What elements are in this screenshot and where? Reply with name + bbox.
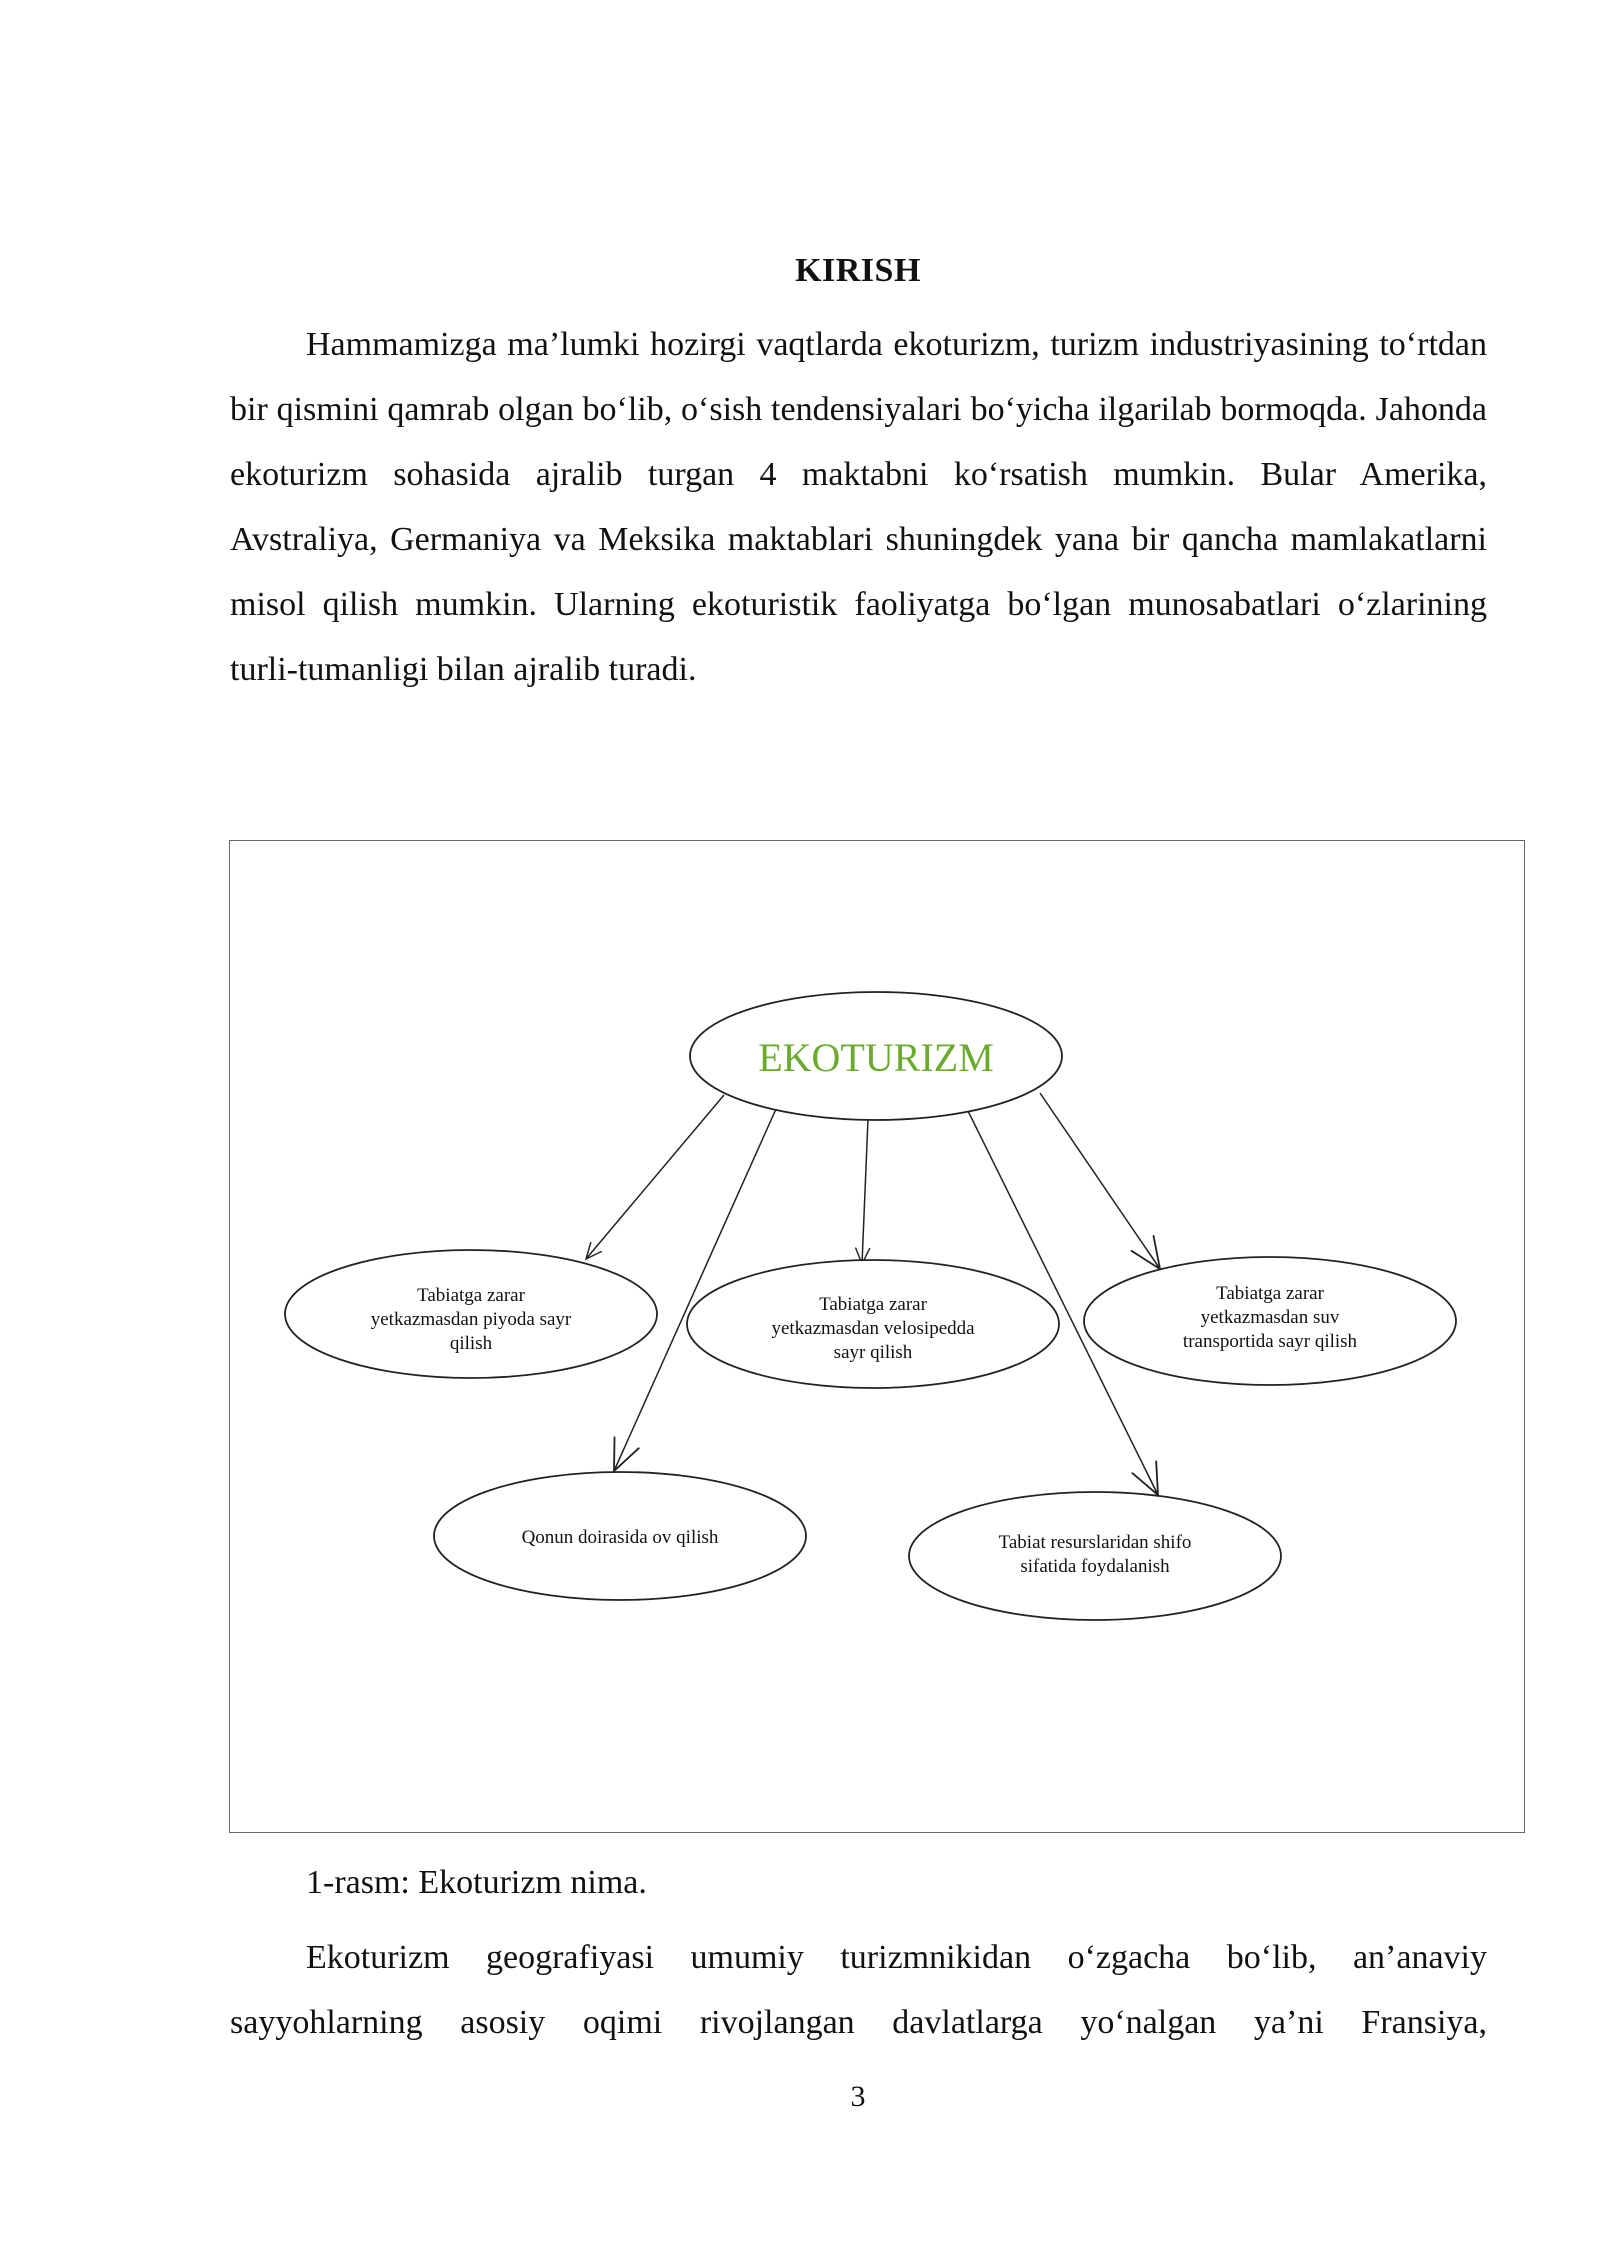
section-heading: KIRISH xyxy=(795,252,921,289)
node-water-line1: Tabiatga zarar xyxy=(1216,1283,1324,1304)
edge-root-bike xyxy=(862,1119,868,1264)
node-hunt xyxy=(434,1472,806,1600)
node-hunt-line1: Qonun doirasida ov qilish xyxy=(521,1527,719,1548)
node-bike-line2: yetkazmasdan velosipedda xyxy=(771,1318,975,1339)
edge-root-walk xyxy=(586,1095,724,1259)
edge-root-water xyxy=(1040,1093,1160,1269)
body-paragraph: Ekoturizm geografiyasi umumiy turizmnikidan o‘zgacha bo‘lib, an’anaviy sayyohlarning asosiy oqimi rivojlangan davlatlarga yo‘nalgan ya’ni Fransiya, xyxy=(230,1939,1487,2041)
node-bike-line3: sayr qilish xyxy=(833,1342,913,1363)
diagram-svg xyxy=(230,841,1526,1834)
node-water xyxy=(1084,1257,1456,1385)
node-heal-line1: Tabiat resurslaridan shifo xyxy=(998,1532,1192,1553)
figure-caption: 1-rasm: Ekoturizm nima. xyxy=(306,1864,647,1901)
node-water-line2: yetkazmasdan suv xyxy=(1200,1307,1340,1328)
node-walk-line1: Tabiatga zarar xyxy=(417,1285,525,1306)
root-node xyxy=(690,992,1062,1120)
node-walk-line3: qilish xyxy=(449,1333,493,1354)
root-label: EKOTURIZM xyxy=(758,1035,994,1080)
page-number: 3 xyxy=(850,2080,866,2113)
node-bike-line1: Tabiatga zarar xyxy=(819,1294,927,1315)
node-heal xyxy=(909,1492,1281,1620)
node-bike xyxy=(687,1260,1059,1388)
node-heal-line2: sifatida foydalanish xyxy=(1020,1556,1170,1577)
intro-paragraph: Hammamizga ma’lumki hozirgi vaqtlarda ekoturizm, turizm industriyasining to‘rtdan bir qismini qamrab olgan bo‘lib, o‘sish tendensiyalari bo‘yicha ilgarilab bormoqda. Jahonda ekoturizm sohasida ajralib turgan 4 maktabni ko‘rsatish mumkin. Bular Amerika, Avstraliya, Germaniya va Meksika maktablari shuningdek yana bir qancha mamlakatlarni misol qilish mumkin. Ularning ekoturistik faoliyatga bo‘lgan munosabatlari o‘zlarining turli-tumanligi bilan ajralib turadi. xyxy=(230,326,1487,688)
node-walk xyxy=(285,1250,657,1378)
node-walk-line2: yetkazmasdan piyoda sayr xyxy=(370,1309,572,1330)
node-water-line3: transportida sayr qilish xyxy=(1182,1331,1358,1352)
ecotourism-diagram xyxy=(229,840,1525,1833)
